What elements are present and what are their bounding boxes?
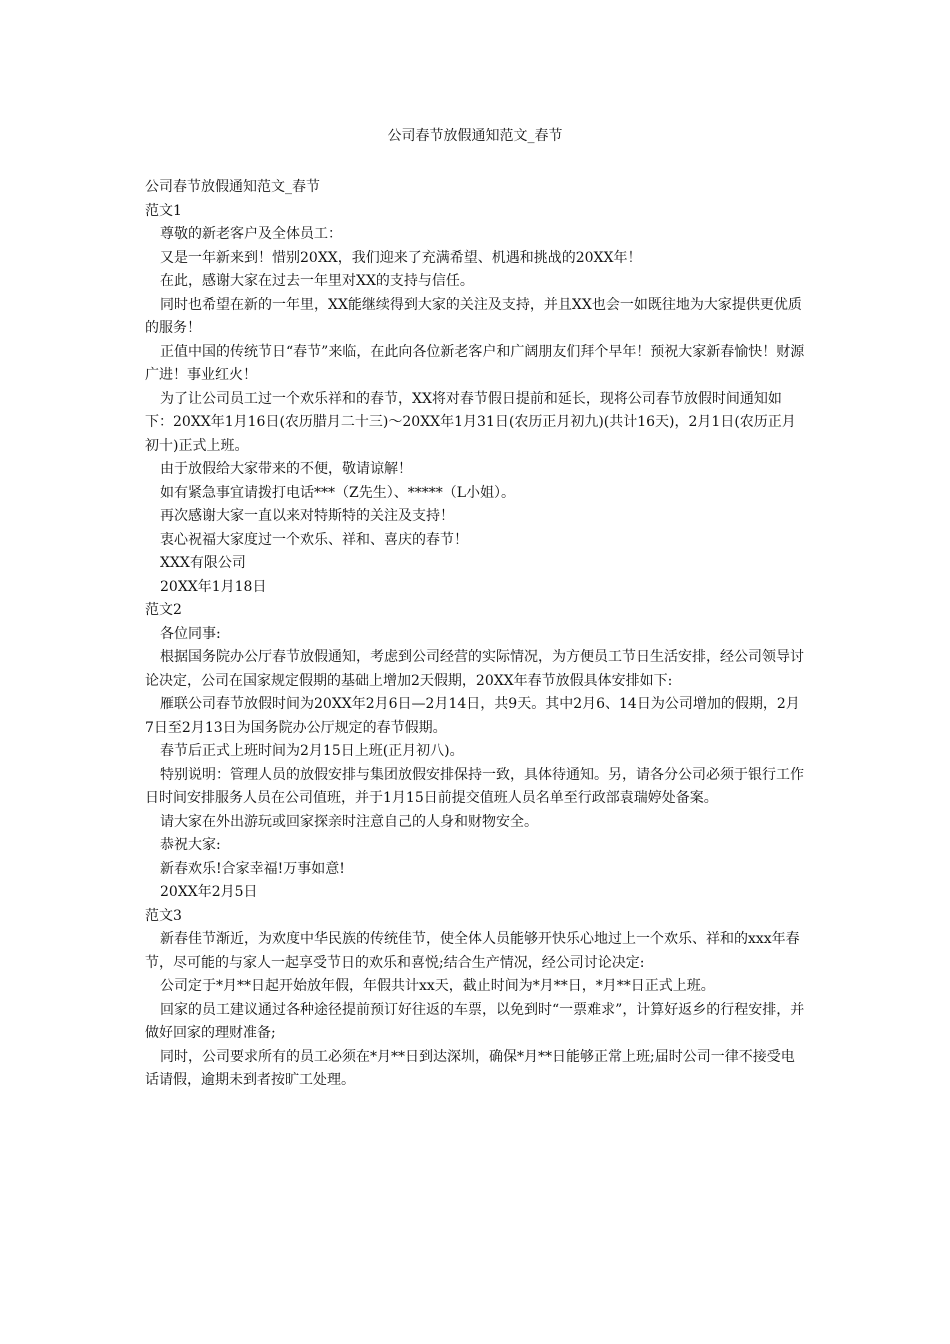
paragraph: XXX有限公司 [160,555,246,571]
paragraph: 公司春节放假通知范文_春节 [145,179,320,195]
paragraph: 如有紧急事宜请拨打电话***（Z先生）、*****（L小姐）。 [160,484,516,501]
paragraph: 范文1 [145,202,182,219]
paragraph: 尊敬的新老客户及全体员工： [160,226,342,242]
document-title: 公司春节放假通知范文_春节 [387,128,563,144]
paragraph: 范文2 [145,602,182,618]
paragraph: 正值中国的传统节日“春节”来临，在此向各位新老客户和广阔朋友们拜个早年！预祝大家新春愉快！财源广进！事业红火！ [145,343,805,383]
paragraph: 同时也希望在新的一年里，XX能继续得到大家的关注及支持，并且XX也会一如既往地为大家提供更优质的服务！ [145,296,802,336]
paragraph: 新春佳节渐近，为欢度中华民族的传统佳节，使全体人员能够开快乐心地过上一个欢乐、祥和的xxx年春节，尽可能的与家人一起享受节日的欢乐和喜悦;结合生产情况，经公司讨论决定: [145,931,800,971]
paragraph: 为了让公司员工过一个欢乐祥和的春节，XX将对春节假日提前和延长，现将公司春节放假时间通知如下：20XX年1月16日(农历腊月二十三)～20XX年1月31日(农历正月初九)(共计16天)，2月1日(农历正月初十)正式上班。 [145,390,796,454]
paragraph: 20XX年1月18日 [160,578,267,595]
paragraph: 又是一年新来到！惜别20XX，我们迎来了充满希望、机遇和挑战的20XX年！ [160,249,642,266]
paragraph: 根据国务院办公厅春节放假通知，考虑到公司经营的实际情况，为方便员工节日生活安排，经公司领导讨论决定，公司在国家规定假期的基础上增加2天假期，20XX年春节放假具体安排如下: [145,649,804,689]
paragraph: 再次感谢大家一直以来对特斯特的关注及支持！ [160,508,454,524]
paragraph: 恭祝大家: [160,837,221,853]
paragraph: 由于放假给大家带来的不便，敬请谅解！ [160,461,412,477]
paragraph: 特别说明：管理人员的放假安排与集团放假安排保持一致，具体待通知。另，请各分公司必须于银行工作日时间安排服务人员在公司值班，并于1月15日前提交值班人员名单至行政部袁瑞婷处备案。 [145,766,804,806]
paragraph: 同时，公司要求所有的员工必须在*月**日到达深圳，确保*月**日能够正常上班;届时公司一律不接受电话请假，逾期未到者按旷工处理。 [145,1048,795,1088]
paragraph: 回家的员工建议通过各种途径提前预订好往返的车票，以免到时“一票难求”，计算好返乡的行程安排，并做好回家的理财准备; [145,1001,805,1041]
paragraph: 公司定于*月**日起开始放年假，年假共计xx天，截止时间为*月**日，*月**日正式上班。 [160,978,715,994]
paragraph: 春节后正式上班时间为2月15日上班(正月初八)。 [160,743,464,759]
document-body [145,176,807,1093]
paragraph: 范文3 [145,907,182,924]
paragraph: 衷心祝福大家度过一个欢乐、祥和、喜庆的春节！ [160,531,468,548]
paragraph: 在此，感谢大家在过去一年里对XX的支持与信任。 [160,273,474,289]
paragraph: 新春欢乐!合家幸福!万事如意! [160,860,345,877]
paragraph: 20XX年2月5日 [160,884,258,900]
paragraph: 各位同事: [160,625,221,642]
paragraph: 请大家在外出游玩或回家探亲时注意自己的人身和财物安全。 [160,813,538,830]
paragraph: 雁联公司春节放假时间为20XX年2月6日—2月14日，共9天。其中2月6、14日为公司增加的假期，2月7日至2月13日为国务院办公厅规定的春节假期。 [145,696,800,736]
